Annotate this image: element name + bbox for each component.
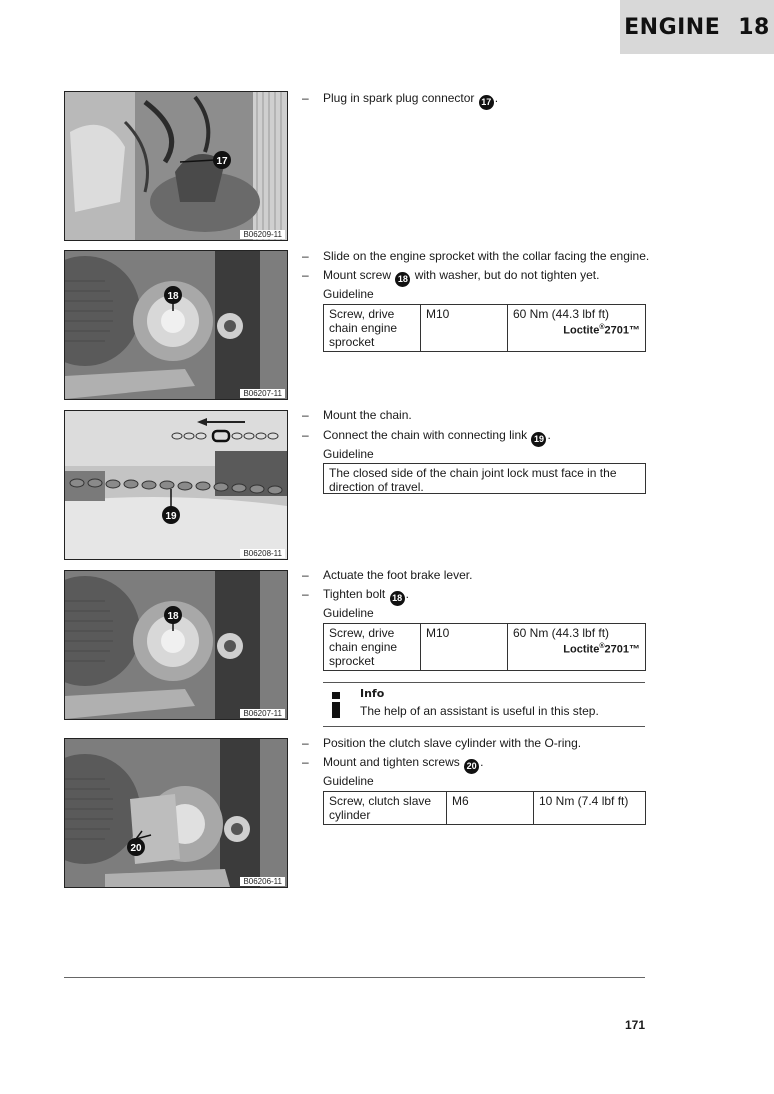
spec-item: Screw, clutch slave cylinder	[324, 792, 447, 825]
step-text-before: Mount screw	[323, 268, 395, 282]
info-box	[323, 682, 645, 727]
spec-torque-cell	[508, 624, 646, 671]
figure-code: B06206-11	[240, 877, 285, 886]
engine-photo-illustration	[65, 92, 287, 240]
callout-19: 19	[531, 432, 546, 447]
figure-code: B06209-11	[240, 230, 285, 239]
spec-thread: M10	[421, 305, 508, 352]
torque-spec-table	[323, 304, 646, 352]
spec-item: Screw, drive chain engine sprocket	[324, 305, 421, 352]
step-text-before: Connect the chain with connecting link	[323, 428, 531, 442]
photo-chain-connecting-link	[64, 410, 288, 560]
step-dash: –	[302, 755, 309, 769]
figure-code: B06207-11	[240, 709, 285, 718]
step-text	[323, 428, 551, 447]
step-text-after: .	[494, 91, 499, 105]
spec-thread: M6	[447, 792, 534, 825]
step-dash: –	[302, 91, 309, 105]
chapter-header-tab	[620, 0, 774, 54]
callout-18: 18	[390, 591, 405, 606]
step-text-before: Plug in spark plug connector	[323, 91, 478, 105]
step-text-before: Mount and tighten screws	[323, 755, 464, 769]
loctite-code: 2701™	[604, 643, 640, 656]
info-text: The help of an assistant is useful in this step.	[360, 704, 599, 718]
callout-20-label: 20	[130, 843, 142, 854]
callout-20: 20	[464, 759, 479, 774]
photo-spark-plug-connector	[64, 91, 288, 241]
callout-18-label: 18	[167, 291, 179, 302]
spec-torque: 60 Nm (44.3 lbf ft)	[513, 307, 610, 321]
figure-code: B06208-11	[240, 549, 285, 558]
chapter-title: ENGINE	[624, 14, 721, 40]
step-dash: –	[302, 568, 309, 582]
guideline-label: Guideline	[323, 774, 374, 788]
step-text-before: Tighten bolt	[323, 587, 389, 601]
loctite-brand: Loctite	[563, 643, 600, 656]
step-dash: –	[302, 736, 309, 750]
step-text	[323, 755, 483, 774]
torque-spec-table	[323, 791, 646, 825]
step-dash: –	[302, 428, 309, 442]
callout-19-label: 19	[165, 511, 177, 522]
callout-18: 18	[395, 272, 410, 287]
loctite-brand: Loctite	[563, 324, 600, 337]
info-title: Info	[360, 687, 385, 700]
torque-spec-table	[323, 623, 646, 671]
step-text-after: with washer, but do not tighten yet.	[411, 268, 600, 282]
step-text: Actuate the foot brake lever.	[323, 568, 473, 582]
loctite-registered-mark: ®	[599, 643, 605, 650]
callout-17-label: 17	[216, 156, 228, 167]
step-text-after: .	[480, 755, 484, 769]
spec-loctite	[513, 321, 640, 338]
spec-torque: 10 Nm (7.4 lbf ft)	[534, 792, 646, 825]
guideline-label: Guideline	[323, 606, 374, 620]
engine-photo-illustration	[65, 251, 287, 399]
step-text-after: .	[405, 587, 409, 601]
spec-loctite	[513, 640, 640, 657]
spec-item: Screw, drive chain engine sprocket	[324, 624, 421, 671]
step-dash: –	[302, 408, 309, 422]
figure-code: B06207-11	[240, 389, 285, 398]
step-text	[323, 91, 498, 110]
spec-thread: M10	[421, 624, 508, 671]
step-text: Position the clutch slave cylinder with the O-ring.	[323, 736, 582, 750]
photo-engine-sprocket-screw	[64, 250, 288, 400]
step-text: Slide on the engine sprocket with the collar facing the engine.	[323, 249, 650, 263]
chapter-number: 18	[738, 14, 770, 40]
callout-18-label: 18	[167, 611, 179, 622]
step-text	[323, 268, 599, 287]
photo-tighten-sprocket-bolt	[64, 570, 288, 720]
step-text	[323, 587, 409, 606]
loctite-code: 2701™	[604, 324, 640, 337]
engine-photo-illustration	[65, 739, 287, 887]
guideline-note: The closed side of the chain joint lock must face in the direction of travel.	[323, 463, 646, 494]
step-text: Mount the chain.	[323, 408, 412, 422]
callout-17: 17	[479, 95, 494, 110]
engine-photo-illustration	[65, 571, 287, 719]
step-dash: –	[302, 249, 309, 263]
guideline-label: Guideline	[323, 447, 374, 461]
loctite-registered-mark: ®	[599, 324, 605, 331]
photo-clutch-slave-cylinder	[64, 738, 288, 888]
guideline-label: Guideline	[323, 287, 374, 301]
spec-torque: 60 Nm (44.3 lbf ft)	[513, 626, 610, 640]
chain-photo-illustration	[65, 411, 287, 559]
step-dash: –	[302, 268, 309, 282]
step-dash: –	[302, 587, 309, 601]
footer-divider	[64, 977, 645, 978]
spec-torque-cell	[508, 305, 646, 352]
step-text-after: .	[547, 428, 551, 442]
page-number: 171	[624, 1018, 645, 1032]
info-icon	[331, 692, 341, 718]
